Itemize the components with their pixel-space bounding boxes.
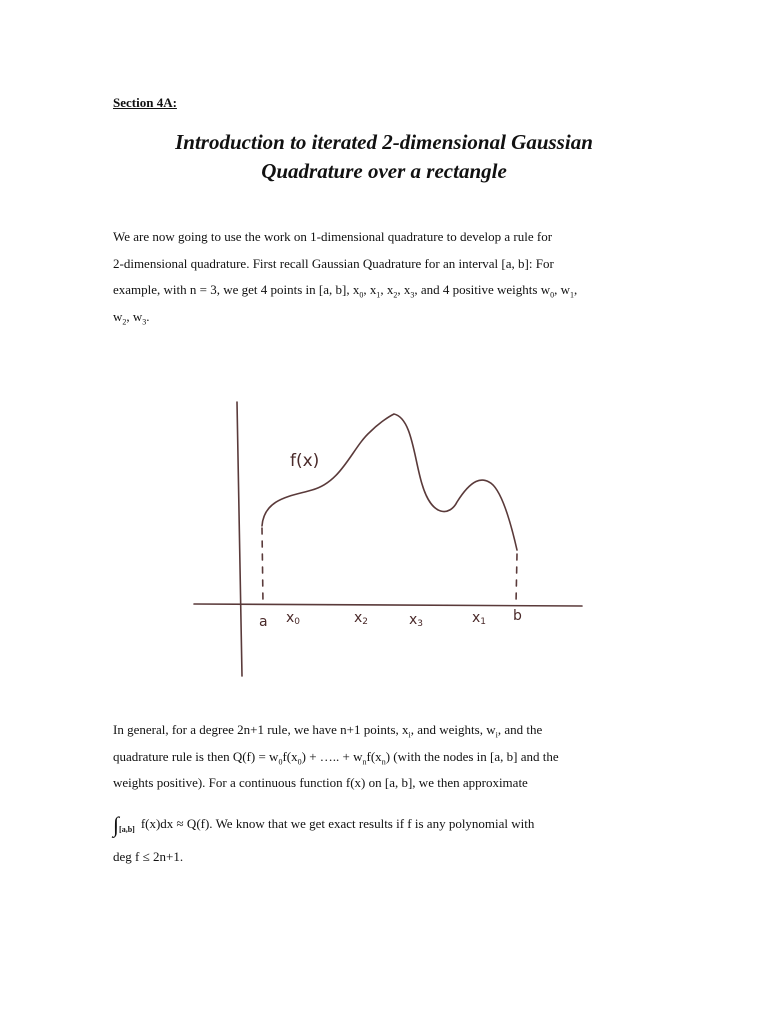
function-curve xyxy=(262,414,517,550)
general-paragraph xyxy=(113,717,673,797)
curve-label: f(x) xyxy=(290,451,320,471)
tick-label-x2: x2 xyxy=(354,610,369,627)
degree-line: deg f ≤ 2n+1. xyxy=(113,849,184,864)
dashed-line-b xyxy=(516,554,517,604)
intro-line-2: 2-dimensional quadrature. First recall Gaussian Quadrature for an interval [a, b]: For xyxy=(113,255,554,271)
intro-line-3: example, with n = 3, we get 4 points in [a, b], $x_0$, $x_1$, $x_2$, $x_3$, and 4 positive weights $w_0$, $w_1$, xyxy=(113,282,578,300)
x-axis xyxy=(194,604,582,606)
tick-label-x1: x1 xyxy=(472,610,487,627)
tick-label-x3: x3 xyxy=(409,612,424,629)
integral-text: f(x)dx ≈ Q(f). We know that we get exact results if f is any polynomial with xyxy=(140,816,535,831)
general-line-3: weights positive). For a continuous function f(x) on [a, b], we then approximate xyxy=(113,775,528,790)
integral-range: [a,b] xyxy=(119,825,135,834)
tick-label-b: b xyxy=(513,608,522,624)
intro-line-4: $w_2$, $w_3$. xyxy=(113,308,150,327)
title-line-2: Quadrature over a rectangle xyxy=(261,159,507,183)
intro-paragraph xyxy=(113,224,673,330)
section-label: Section 4A: xyxy=(113,95,177,110)
general-line-1: In general, for a degree 2n+1 rule, we have n+1 points, $x_i$, and weights, $w_i$, and the xyxy=(113,722,543,740)
tick-label-a: a xyxy=(259,614,268,630)
intro-line-1: We are now going to use the work on 1-dimensional quadrature to develop a rule for xyxy=(113,229,553,244)
y-axis xyxy=(237,402,242,676)
integral-line xyxy=(113,812,534,838)
function-sketch xyxy=(182,378,588,678)
integral-sign: ∫ xyxy=(113,812,120,837)
function-sketch-figure xyxy=(182,378,588,678)
tick-label-x0: x0 xyxy=(286,610,301,627)
dashed-line-a xyxy=(262,528,263,604)
title-line-1: Introduction to iterated 2-dimensional Gaussian xyxy=(175,130,593,154)
general-line-2: quadrature rule is then $Q(f) = w_0f(x_0)$ + ….. + $w_nf(x_n)$ (with the nodes in [a, b] and the xyxy=(113,748,559,767)
page-title xyxy=(60,128,708,186)
